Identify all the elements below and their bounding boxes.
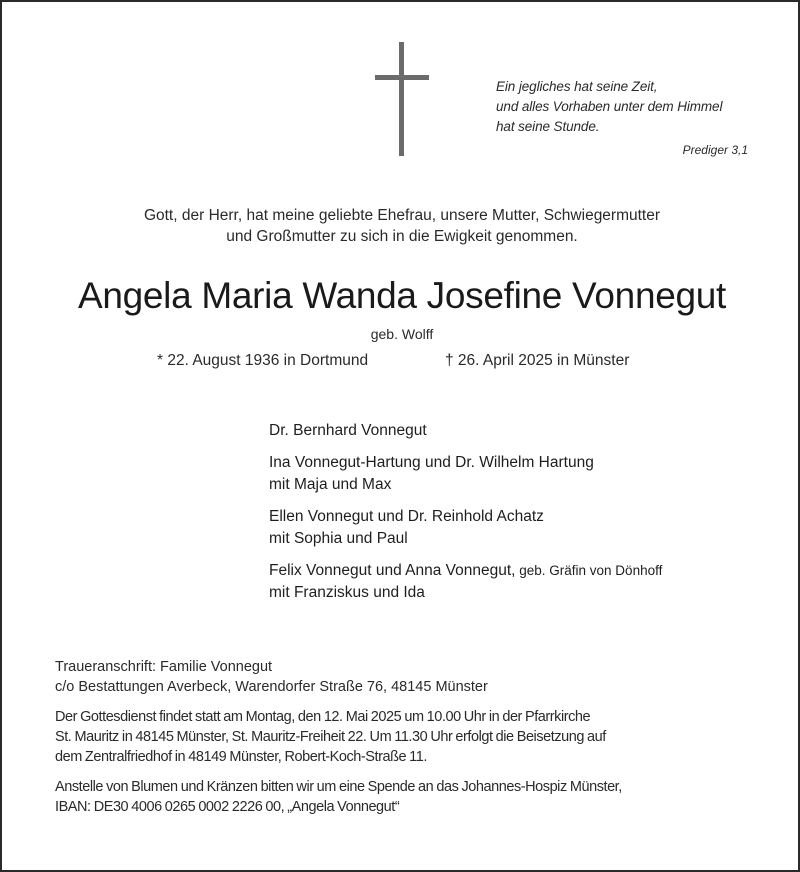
family-line: mit Franziskus und Ida bbox=[269, 584, 425, 601]
family-line: mit Maja und Max bbox=[269, 476, 392, 493]
maiden-name: geb. Wolff bbox=[370, 326, 434, 342]
service-line: dem Zentralfriedhof in 48149 Münster, Robert-Koch-Straße 11. bbox=[55, 749, 427, 765]
family-maiden-name: geb. Gräfin von Dönhoff bbox=[515, 563, 663, 578]
quote-line: hat seine Stunde. bbox=[496, 119, 600, 134]
service-line: St. Mauritz in 48145 Münster, St. Mauritz-Freiheit 22. Um 11.30 Uhr erfolgt die Beisetzung auf bbox=[55, 729, 606, 745]
deceased-name: Angela Maria Wanda Josefine Vonnegut bbox=[77, 275, 727, 316]
intro-text bbox=[102, 205, 702, 247]
death-date: † 26. April 2025 in Münster bbox=[445, 352, 630, 369]
family-entry bbox=[269, 420, 789, 442]
address-line: c/o Bestattungen Averbeck, Warendorfer Straße 76, 48145 Münster bbox=[55, 679, 488, 695]
donation-line: IBAN: DE30 4006 0265 0002 2226 00, „Angela Vonnegut“ bbox=[55, 799, 400, 815]
mourning-address bbox=[55, 657, 765, 697]
family-line bbox=[269, 560, 789, 582]
bible-quote bbox=[496, 77, 758, 137]
intro-line: und Großmutter zu sich in die Ewigkeit genommen. bbox=[226, 228, 578, 245]
service-info bbox=[55, 707, 765, 767]
family-entry bbox=[269, 506, 789, 550]
intro-line: Gott, der Herr, hat meine geliebte Ehefrau, unsere Mutter, Schwiegermutter bbox=[143, 207, 661, 224]
birth-date: * 22. August 1936 in Dortmund bbox=[157, 352, 369, 369]
quote-line: Ein jegliches hat seine Zeit, bbox=[496, 79, 658, 94]
donation-info bbox=[55, 777, 765, 817]
donation-line: Anstelle von Blumen und Kränzen bitten wir um eine Spende an das Johannes-Hospiz Münster, bbox=[55, 779, 622, 795]
quote-line: und alles Vorhaben unter dem Himmel bbox=[496, 99, 723, 114]
address-line: Traueranschrift: Familie Vonnegut bbox=[55, 659, 273, 675]
family-entry bbox=[269, 560, 789, 604]
cross-horizontal-bar bbox=[375, 75, 429, 80]
footer-info bbox=[55, 657, 765, 827]
family-line: Dr. Bernhard Vonnegut bbox=[269, 422, 427, 439]
family-line: Ina Vonnegut-Hartung und Dr. Wilhelm Hartung bbox=[269, 454, 594, 471]
quote-source: Prediger 3,1 bbox=[682, 143, 748, 157]
cross-vertical-bar bbox=[399, 42, 404, 156]
family-entry bbox=[269, 452, 789, 496]
family-names: Felix Vonnegut und Anna Vonnegut, bbox=[269, 562, 516, 579]
family-list bbox=[269, 420, 789, 614]
service-line: Der Gottesdienst findet statt am Montag, den 12. Mai 2025 um 10.00 Uhr in der Pfarrkirche bbox=[55, 709, 591, 725]
latin-cross-icon bbox=[375, 42, 429, 156]
family-line: Ellen Vonnegut und Dr. Reinhold Achatz bbox=[269, 508, 544, 525]
family-line: mit Sophia und Paul bbox=[269, 530, 408, 547]
